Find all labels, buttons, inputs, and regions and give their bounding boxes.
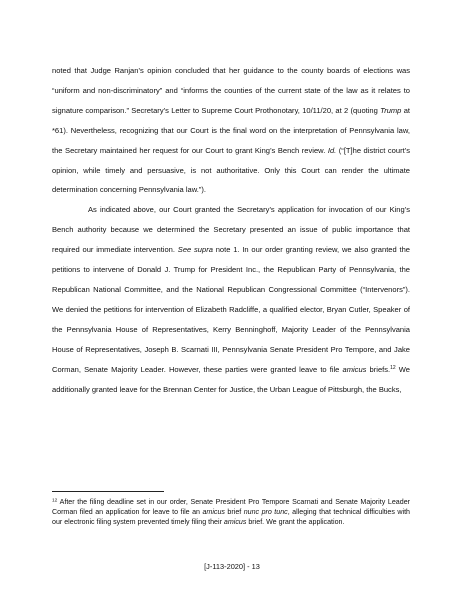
footnote-12: $^{12}$ After the filing deadline set in our order, Senate President Pro Tempore Scarnati and Senate Majority Leader Corman filed an application for leave to file an amicus brief nunc pro tunc, alleging that technical difficulties with our electronic filing system prevented timely filing their amicus brief. We grant the application. [52, 498, 410, 527]
footnote-reference[interactable]: 12 [390, 364, 396, 371]
citation-see-supra: See supra [177, 245, 213, 255]
page-number: [J-113-2020] - 13 [204, 562, 260, 571]
body-text [52, 61, 410, 399]
footnote-divider [52, 491, 164, 492]
term-amicus: amicus [342, 364, 367, 374]
case-citation-trump: Trump [380, 105, 402, 115]
citation-id: Id. [327, 145, 337, 155]
footnote-number: 12 [52, 498, 58, 504]
paragraph-1: noted that Judge Ranjan’s opinion concluded that her guidance to the county boards of elections was “uniform and non-discriminatory” and “informs the counties of the current state of the law as it relates to signature comparison.” Secretary’s Letter to Supreme Court Prothonotary, 10/11/20, at 2 (quoting Trump at *61). Nevertheless, recognizing that our Court is the final word on the interpretation of Pennsylvania law, the Secretary maintained her request for our Court to grant King’s Bench review. Id. (“[T]he district court’s opinion, while timely and persuasive, is not authoritative. Only this Court can render the ultimate determination concerning Pennsylvania law.”). [52, 66, 411, 195]
paragraph-2: As indicated above, our Court granted the Secretary’s application for invocation of our King’s Bench authority because we determined the Secretary presented an issue of public importance that required our immediate intervention. See supra note 1. In our order granting review, we also granted the petitions to intervene of Donald J. Trump for President Inc., the Republican Party of Pennsylvania, the Republican National Committee, and the National Republican Congressional Committee (“Intervenors”). We denied the petitions for intervention of Elizabeth Radcliffe, a qualified elector, Bryan Cutler, Speaker of the Pennsylvania House of Representatives, Kerry Benninghoff, Majority Leader of the Pennsylvania House of Representatives, Joseph B. Scarnati III, Pennsylvania Senate President Pro Tempore, and Jake Corman, Senate Majority Leader. However, these parties were granted leave to file amicus briefs.$^{12}$ We additionally granted leave for the Brennan Center for Justice, the Urban League of Pittsburgh, the Bucks, [52, 205, 410, 394]
